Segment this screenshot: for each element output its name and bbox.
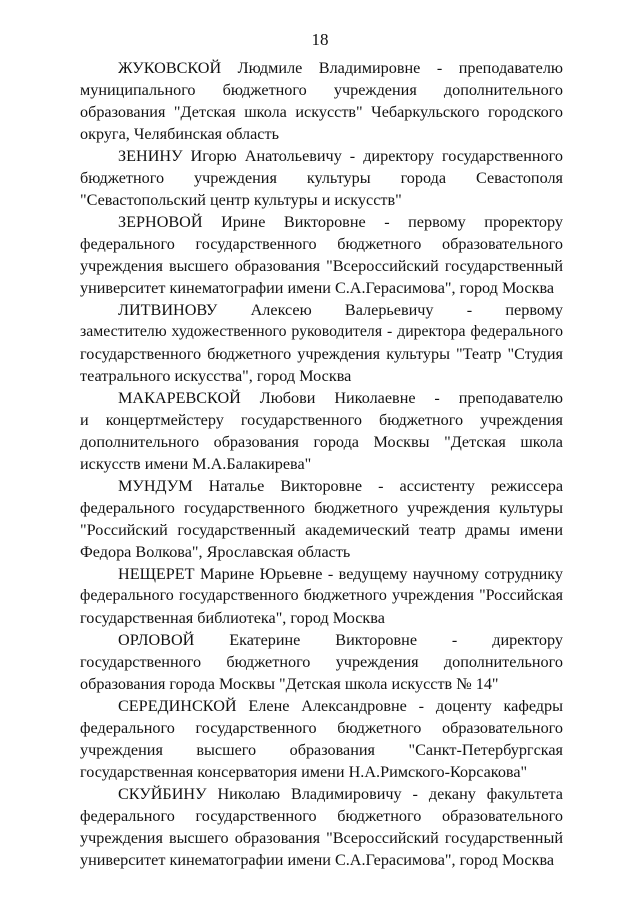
- award-entry: [80, 387, 563, 475]
- entry-line: федерального государственного бюджетного образовательного: [80, 719, 563, 737]
- page-number: 18: [311, 30, 329, 49]
- award-entry: [80, 299, 563, 387]
- entry-line: искусств имени М.А.Балакирева": [80, 455, 312, 473]
- entry-line: федерального государственного бюджетного учреждения культуры: [80, 499, 563, 517]
- entry-line: СКУЙБИНУ Николаю Владимировичу - декану факультета: [118, 785, 563, 803]
- award-entry: [80, 629, 563, 695]
- entry-line: ЛИТВИНОВУ Алексею Валерьевичу - первому: [118, 301, 563, 319]
- award-entry: [80, 695, 563, 783]
- award-entry: [80, 145, 563, 211]
- entry-line: ЗЕНИНУ Игорю Анатольевичу - директору государственного: [118, 147, 563, 165]
- entry-line: дополнительного образования города Москвы "Детская школа: [80, 433, 563, 451]
- document-body: [80, 57, 563, 871]
- entry-line: заместителю художественного руководителя - директора федерального: [80, 323, 563, 340]
- award-entry: [80, 475, 563, 563]
- entry-line: ЗЕРНОВОЙ Ирине Викторовне - первому проректору: [118, 213, 563, 231]
- entry-line: бюджетного учреждения культуры города Севастополя: [80, 169, 563, 187]
- entry-line: Федора Волкова", Ярославская область: [80, 543, 351, 561]
- entry-line: муниципального бюджетного учреждения дополнительного: [80, 81, 563, 99]
- award-entry: [80, 57, 563, 145]
- entry-line: университет кинематографии имени С.А.Герасимова", город Москва: [80, 851, 555, 869]
- award-entry: [80, 563, 563, 629]
- entry-line: округа, Челябинская область: [80, 125, 279, 143]
- award-entry: [80, 211, 563, 299]
- entry-line: университет кинематографии имени С.А.Герасимова", город Москва: [80, 279, 555, 297]
- entry-line: театрального искусства", город Москва: [80, 367, 352, 385]
- entry-line: образования города Москвы "Детская школа искусств № 14": [80, 675, 499, 693]
- entry-line: учреждения высшего образования "Всероссийский государственный: [80, 257, 563, 275]
- entry-line: учреждения высшего образования "Всероссийский государственный: [80, 829, 563, 847]
- entry-line: "Российский государственный академический театр драмы имени: [80, 521, 563, 539]
- entry-line: МУНДУМ Наталье Викторовне - ассистенту режиссера: [118, 477, 563, 495]
- entry-line: НЕЩЕРЕТ Марине Юрьевне - ведущему научному сотруднику: [118, 565, 563, 583]
- entry-line: учреждения высшего образования "Санкт-Петербургская: [80, 741, 563, 759]
- entry-line: образования "Детская школа искусств" Чебаркульского городского: [80, 103, 563, 121]
- entry-line: федерального государственного бюджетного образовательного: [80, 807, 563, 825]
- entry-line: федерального государственного бюджетного образовательного: [80, 235, 563, 253]
- entry-line: ЖУКОВСКОЙ Людмиле Владимировне - преподавателю: [118, 59, 563, 77]
- entry-line: и концертмейстеру государственного бюджетного учреждения: [80, 411, 563, 429]
- entry-line: федерального государственного бюджетного учреждения "Российская: [80, 587, 563, 604]
- entry-line: государственная консерватория имени Н.А.Римского-Корсакова": [80, 763, 528, 781]
- entry-line: ОРЛОВОЙ Екатерине Викторовне - директору: [118, 631, 563, 649]
- award-entry: [80, 783, 563, 871]
- entry-line: государственного бюджетного учреждения культуры "Театр "Студия: [80, 345, 563, 363]
- entry-line: МАКАРЕВСКОЙ Любови Николаевне - преподавателю: [118, 389, 563, 407]
- entry-line: государственная библиотека", город Москва: [80, 609, 385, 627]
- entry-line: СЕРЕДИНСКОЙ Елене Александровне - доценту кафедры: [118, 697, 563, 715]
- entry-line: государственного бюджетного учреждения дополнительного: [80, 653, 563, 671]
- entry-line: "Севастопольский центр культуры и искусств": [80, 191, 402, 209]
